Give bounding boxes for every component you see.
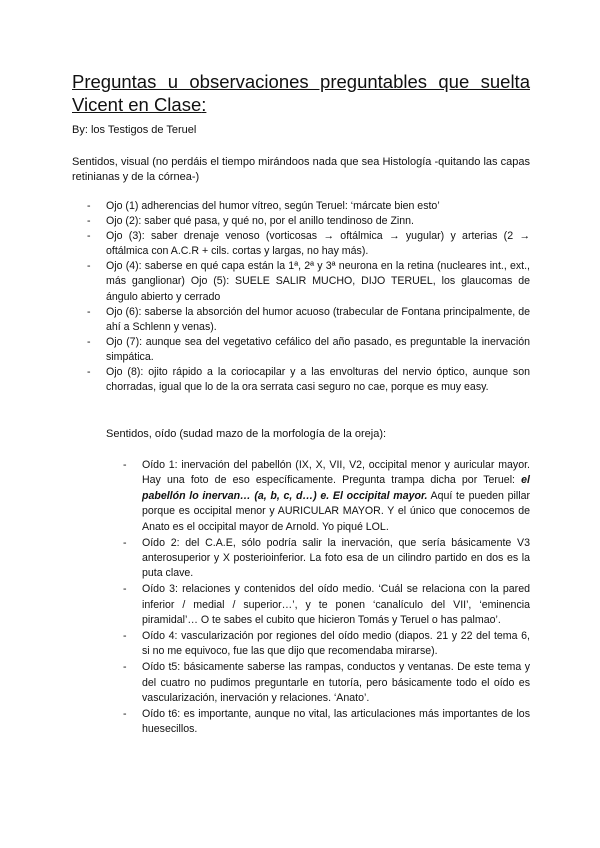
document-title-text: Preguntas u observaciones preguntables que suelta Vicent en Clase (72, 71, 530, 115)
list-item: - Oído t6: es importante, aunque no vital, las articulaciones más importantes de los huesecillos. (142, 707, 530, 738)
oido1-pre: Oído 1: inervación del pabellón (IX, X, VII, V2, occipital menor y auricular mayor. Hay una foto de eso específicamente. Pregunta trampa dicha por Teruel: (142, 459, 530, 487)
list-item: - Ojo (3): saber drenaje venoso (vorticosas → oftálmica → yugular) y arterias (2 → oftálmica con A.C.R + cils. cortas y largas, no hay más). (106, 229, 530, 259)
ojo-list (106, 199, 530, 395)
oido1-post: Aquí te pueden pillar porque es occipital menor y AURICULAR MAYOR. Y el único que conocemos de Anato es el occipital mayor de Arnold. Yo piqué LOL. (142, 489, 531, 533)
list-item (142, 458, 530, 535)
list-item: - Oído 4: vascularización por regiones del oído medio (diapos. 21 y 22 del tema 6, si no me equivoco, fue las que dijo que recomendaba mirarse). (142, 629, 530, 660)
list-item: - Ojo (7): aunque sea del vegetativo cefálico del año pasado, es preguntable la inervación simpática. (106, 335, 530, 365)
list-item: - Ojo (4): saberse en qué capa están la 1ª, 2ª y 3ª neurona en la retina (nucleares int., ext., más ganglionar) Ojo (5): SUELE SALIR MUCHO, DIJO TERUEL, los glaucomas de ángulo abierto y cerrado (106, 259, 530, 304)
list-item: - Oído 2: del C.A.E, sólo podría salir la inervación, que sería básicamente V3 anterosuperior y X posterioinferior. La foto esa de un cilindro partido en dos es la puta clave. (142, 536, 530, 582)
intro-paragraph: Sentidos, visual (no perdáis el tiempo mirándoos nada que sea Histología -quitando las capas retinianas y de la córnea-) (72, 156, 530, 183)
document-title (72, 70, 530, 116)
list-item: - Oído 3: relaciones y contenidos del oído medio. ‘Cuál se relaciona con la pared inferior / medial / superior…’, y te ponen ‘canalículo del VII’, ‘eminencia piramidal’… O te sabes el cubito que hicieron Tomás y Teruel o has palmao’. (142, 582, 530, 628)
list-item: - Ojo (1) adherencias del humor vítreo, según Teruel: ‘márcate bien esto’ (106, 199, 530, 214)
list-item: - Ojo (2): saber qué pasa, y qué no, por el anillo tendinoso de Zinn. (106, 214, 530, 229)
byline: By: los Testigos de Teruel (72, 124, 197, 136)
list-item: - Ojo (8): ojito rápido a la coriocapilar y a las envolturas del nervio óptico, aunque son chorradas, igual que lo de la ora serrata casi seguro no cae, porque es muy easy. (106, 365, 530, 395)
oido1-bold: el pabellón lo inervan… (a, b, c, d…) e. El occipital mayor. (142, 474, 530, 502)
oido-list (142, 458, 530, 738)
document-title-colon: : (201, 94, 207, 115)
list-item: - Oído t5: básicamente saberse las rampas, conductos y ventanas. De este tema y del cuatro no pudimos preguntarle en tutoría, pero básicamente todo el oído es vascularización, inervación y relaciones. ‘Anato’. (142, 660, 530, 706)
section-heading-oido: Sentidos, oído (sudad mazo de la morfología de la oreja): (106, 428, 387, 440)
list-item: - Ojo (6): saberse la absorción del humor acuoso (trabecular de Fontana principalmente, de ahí a Schlenn y venas). (106, 305, 530, 335)
